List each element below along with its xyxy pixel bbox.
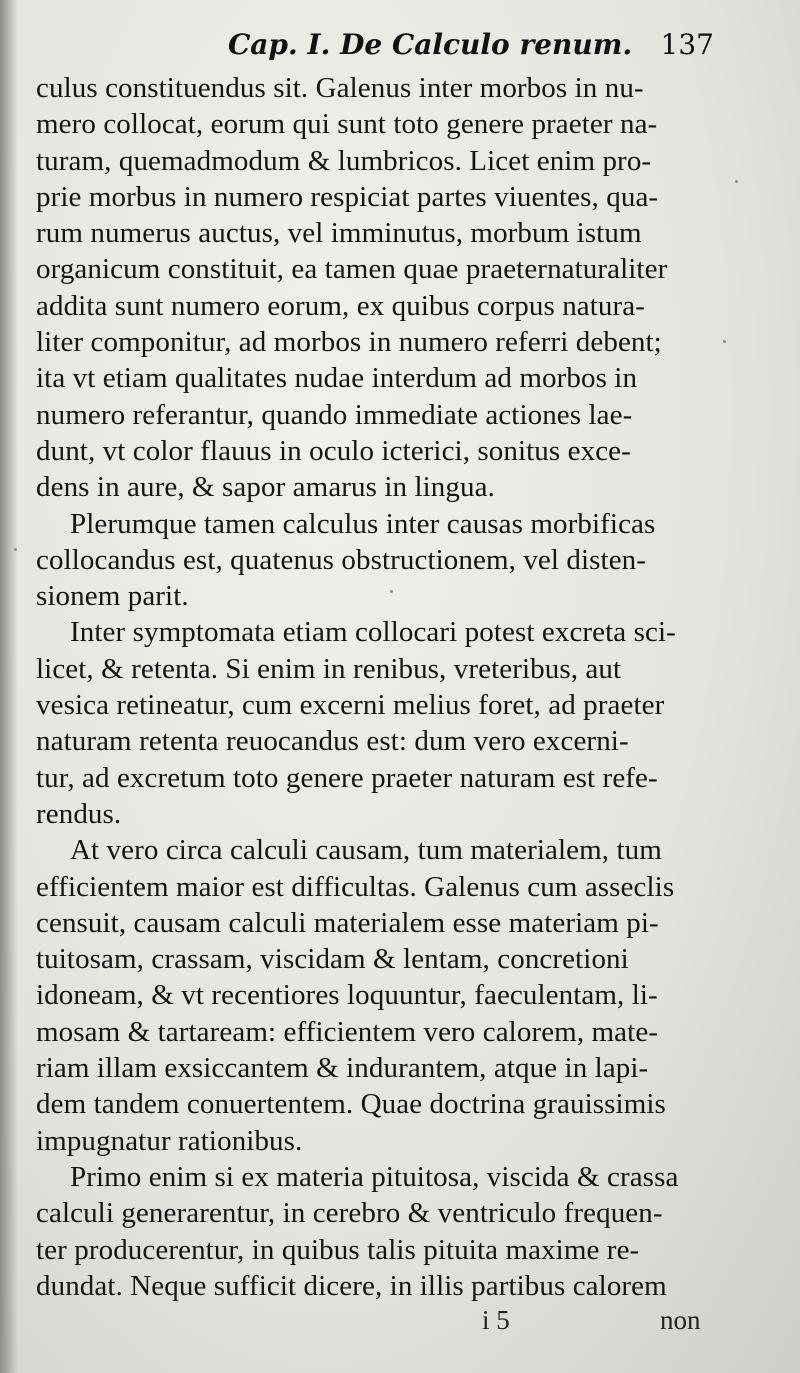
text-line: organicum constituit, ea tamen quae praeternaturaliter	[36, 253, 668, 286]
ink-speckle	[723, 340, 726, 343]
text-line: Inter symptomata etiam collocari potest excreta sci-	[70, 616, 676, 649]
ink-speckle	[735, 180, 738, 183]
text-line: mosam & tartaream: efficientem vero calorem, mate-	[36, 1015, 659, 1048]
signature-mark: i 5	[482, 1305, 510, 1335]
page-footer	[0, 1303, 800, 1343]
text-line: liter componitur, ad morbos in numero referri debent;	[36, 326, 662, 359]
text-line: idoneam, & vt recentiores loquuntur, faeculentam, li-	[36, 979, 658, 1012]
paragraph	[36, 1159, 722, 1304]
text-line: culus constituendus sit. Galenus inter morbos in nu-	[36, 72, 644, 104]
ink-speckle	[14, 548, 17, 551]
text-line: sionem parit.	[36, 580, 189, 613]
text-line: dens in aure, & sapor amarus in lingua.	[36, 471, 495, 504]
text-line: dem tandem conuertentem. Quae doctrina grauissimis	[36, 1088, 666, 1121]
paragraph	[36, 506, 722, 615]
text-line: vesica retineatur, cum excerni melius foret, ad praeter	[36, 689, 665, 722]
text-line: ita vt etiam qualitates nudae interdum ad morbos in	[36, 362, 638, 395]
text-line: riam illam exsiccantem & indurantem, atque in lapi-	[36, 1052, 649, 1085]
text-line: numero referantur, quando immediate actiones lae-	[36, 398, 633, 431]
text-line: dunt, vt color flauus in oculo icterici, sonitus exce-	[36, 434, 631, 467]
text-line: tur, ad excretum toto genere praeter naturam est refe-	[36, 761, 658, 794]
text-line: Plerumque tamen calculus inter causas morbificas	[70, 507, 656, 540]
paragraph	[36, 70, 722, 506]
text-line: naturam retenta reuocandus est: dum vero excerni-	[36, 725, 629, 758]
catchword: non	[660, 1305, 701, 1335]
text-line: tuitosam, crassam, viscidam & lentam, concretioni	[36, 943, 629, 976]
text-line: licet, & retenta. Si enim in renibus, vreteribus, aut	[36, 652, 622, 685]
text-line: censuit, causam calculi materialem esse materiam pi-	[36, 906, 659, 939]
text-line: collocandus est, quatenus obstructionem, vel disten-	[36, 543, 647, 576]
text-line: Primo enim si ex materia pituitosa, viscida & crassa	[70, 1160, 679, 1193]
text-line: impugnatur rationibus.	[36, 1124, 303, 1157]
page-number: 137	[660, 28, 714, 61]
text-line: ter producerentur, in quibus talis pituita maxime re-	[36, 1233, 640, 1266]
paragraph	[36, 614, 722, 832]
text-line: mero collocat, eorum qui sunt toto genere praeter na-	[36, 108, 658, 141]
ink-speckle	[390, 590, 393, 593]
body-text	[36, 70, 722, 1304]
text-line: rendus.	[36, 797, 122, 830]
paragraph	[36, 832, 722, 1159]
text-line: turam, quemadmodum & lumbricos. Licet enim pro-	[36, 144, 652, 177]
text-line: At vero circa calculi causam, tum materialem, tum	[70, 834, 662, 867]
text-line: calculi generarentur, in cerebro & ventriculo frequen-	[36, 1197, 663, 1230]
text-line: addita sunt numero eorum, ex quibus corpus natura-	[36, 289, 646, 322]
text-line: rum numerus auctus, vel imminutus, morbum istum	[36, 217, 642, 250]
text-line: prie morbus in numero respiciat partes viuentes, qua-	[36, 180, 659, 213]
text-line: dundat. Neque sufficit dicere, in illis partibus calorem	[36, 1269, 667, 1302]
page-header	[0, 22, 800, 66]
text-line: efficientem maior est difficultas. Galenus cum asseclis	[36, 870, 675, 903]
running-head: Cap. I. De Calculo renum.	[228, 28, 633, 61]
